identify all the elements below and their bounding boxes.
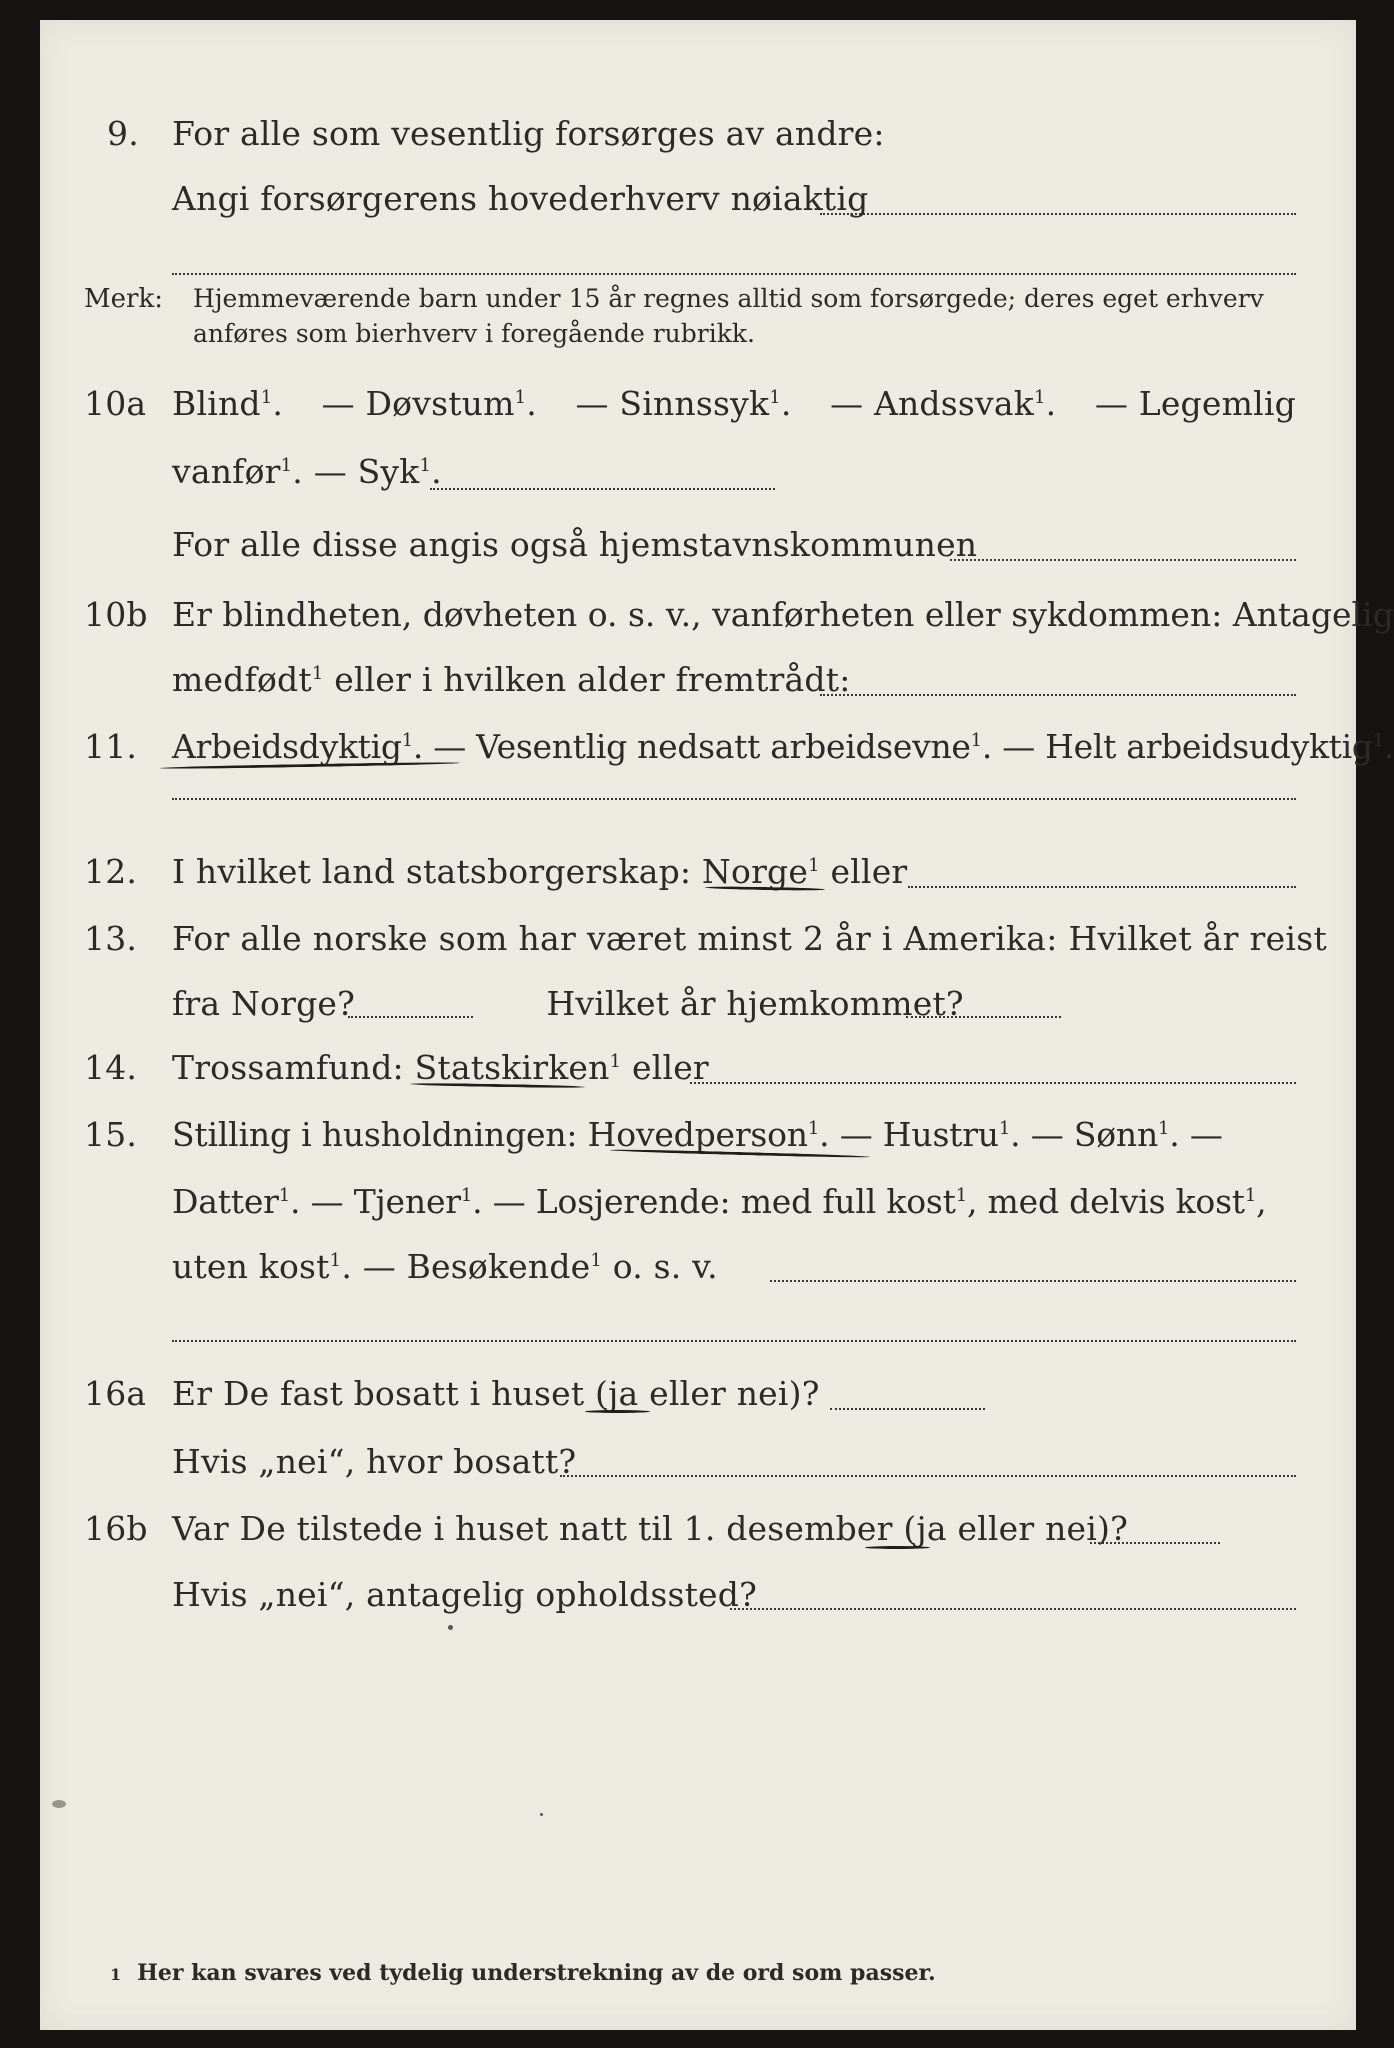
option-legemlig: — Legemlig [1094,384,1296,423]
option-hustru: — Hustru [839,1115,999,1154]
q10a-number: 10a [84,384,147,423]
q9-answer-line [820,213,1296,215]
q10b-line-1 [40,593,1394,637]
option-andssvak: — Andssvak [830,384,1034,423]
q10a-answer-line [430,488,775,490]
q16b-text: Var De tilstede i huset natt til 1. desember [172,1509,893,1548]
underline-16a-ja [585,1410,650,1413]
footnote-text: Her kan svares ved tydelig understrekning av de ord som passer. [137,1960,936,1986]
option-datter: Datter [172,1182,279,1221]
q10a-hjemstavn-line [950,559,1296,561]
q10b-line-2: medfødt$^1$ eller i hvilken alder fremtrådt: [172,660,851,699]
q15-line-1: 15. Stilling i husholdningen: Hovedperson$^1$. — Hustru$^1$. — Sønn$^1$. — [40,1113,1356,1157]
q9-text: For alle som vesentlig forsørges av andre: [172,114,885,153]
option-sonn: — Sønn [1030,1115,1159,1154]
option-arbeidsdyktig: Arbeidsdyktig [172,727,402,766]
q13-hjemkommet-line [906,1016,1061,1018]
option-besokende: — Besøkende [362,1247,591,1286]
q12-answer-line [908,886,1296,888]
q14-number: 14. [84,1048,138,1087]
q12-line: 12. I hvilket land statsborgerskap: Norge$^1$ eller [40,850,1356,894]
underline-16b-ja [865,1546,930,1549]
option-uten-kost: uten kost [172,1247,330,1286]
q16a-bosatt-line [560,1475,1296,1477]
option-full-kost: med full kost [740,1182,956,1221]
q10a-hjemstavn-text: For alle disse angis også hjemstavnskommunen [172,525,978,564]
q12-eller: eller [830,852,908,891]
option-vanfor: vanfør [172,452,281,491]
q9-line-1 [40,112,1356,156]
q10b-number: 10b [84,595,148,634]
q16a-answer-line [830,1408,985,1410]
answer-statskirken: Statskirken [414,1048,610,1087]
q16a-line-2 [40,1440,1356,1484]
merk-label: Merk: [84,284,163,314]
option-losjerende: — Losjerende: [492,1182,731,1221]
q13-text: For alle norske som har været minst 2 år i Amerika: Hvilket år reist [172,919,1328,958]
q13-line-2 [40,982,1356,1026]
answer-16a-ja: ja [608,1374,639,1413]
q16b-answer-line [1090,1542,1220,1544]
paper-speck [448,1625,453,1630]
q13-number: 13. [84,919,138,958]
q10b-alder-text: eller i hvilken alder fremtrådt: [334,660,851,699]
merk-line-2: anføres som bierhverv i foregående rubrikk. [193,319,755,348]
q15-osv: o. s. v. [612,1247,718,1286]
q16b-opholdssted-line [730,1608,1296,1610]
q14-answer-line [690,1082,1296,1084]
merk-line-1: Hjemmeværende barn under 15 år regnes alltid som forsørgede; deres eget erhverv [193,284,1264,313]
footnote [110,1960,936,1986]
option-nedsatt-arbeidsevne: — Vesentlig nedsatt arbeidsevne [433,727,971,766]
q11-answer-line [172,798,1296,800]
q10a-line-2: vanfør$^1$. — Syk$^1$. [172,452,442,491]
option-delvis-kost: , med delvis kost [966,1182,1245,1221]
answer-16b-ja: ja [916,1509,947,1548]
q10b-answer-line [820,694,1296,696]
q13-reist-line [348,1016,473,1018]
q13-line-1 [40,917,1356,961]
q11-line: 11. Arbeidsdyktig$^1$. — Vesentlig nedsatt arbeidsevne$^1$. — Helt arbeidsudyktig$^1$. [40,725,1356,769]
paper-speck [540,1813,543,1816]
option-tjener: — Tjener [310,1182,461,1221]
q15-number: 15. [84,1115,138,1154]
answer-norge: Norge [701,852,809,891]
option-blind: Blind [172,384,261,423]
option-medfodt: medfødt [172,660,312,699]
q14-text: Trossamfund: [172,1048,404,1087]
option-dovstum: — Døvstum [321,384,515,423]
q10b-text: Er blindheten, døvheten o. s. v., vanførheten eller sykdommen: Antagelig [172,595,1394,634]
q16a-line-1: 16a Er De fast bosatt i huset (ja eller nei)? [40,1372,1356,1416]
q16b-line-1: 16b Var De tilstede i huset natt til 1. desember (ja eller nei)? [40,1507,1356,1551]
paper-smudge [52,1800,66,1808]
q15-text: Stilling i husholdningen: [172,1115,578,1154]
q16b-line-2 [40,1573,1356,1617]
q14-line: 14. Trossamfund: Statskirken$^1$ eller [40,1046,1356,1090]
q16a-bosatt-text: Hvis „nei“, hvor bosatt? [172,1442,577,1481]
q15-answer-line-2 [172,1340,1296,1342]
q16b-opholdssted-text: Hvis „nei“, antagelig opholdssted? [172,1575,757,1614]
q16a-number: 16a [84,1374,147,1413]
q12-number: 12. [84,852,138,891]
q12-text: I hvilket land statsborgerskap: [172,852,692,891]
q13-hjemkommet-text: Hvilket år hjemkommet? [546,984,964,1023]
q11-number: 11. [84,727,138,766]
q9-answer-line-2 [172,273,1296,275]
option-sinnssyk: — Sinnssyk [575,384,770,423]
footnote-mark: 1 [110,1965,122,1984]
answer-hovedperson: Hovedperson [587,1115,808,1154]
q16a-text: Er De fast bosatt i huset [172,1374,585,1413]
option-syk: — Syk [313,452,420,491]
q15-answer-line [770,1280,1296,1282]
q9-number: 9. [107,114,139,153]
q13-reist-text: fra Norge? [172,984,356,1023]
q16b-number: 16b [84,1509,148,1548]
q15-line-3: uten kost$^1$. — Besøkende$^1$ o. s. v. [172,1247,718,1286]
option-arbeidsudyktig: — Helt arbeidsudyktig [1002,727,1373,766]
q14-eller: eller [631,1048,709,1087]
q9-question: Angi forsørgerens hovederhverv nøiaktig [172,179,869,218]
q10a-line-1: 10a Blind$^1$. — Døvstum$^1$. — Sinnssyk$^1$. — Andssvak$^1$. — Legemlig [40,382,1356,426]
q15-line-2: Datter$^1$. — Tjener$^1$. — Losjerende: med full kost$^1$, med delvis kost$^1$, [172,1182,1267,1221]
census-form-page [40,20,1394,2030]
